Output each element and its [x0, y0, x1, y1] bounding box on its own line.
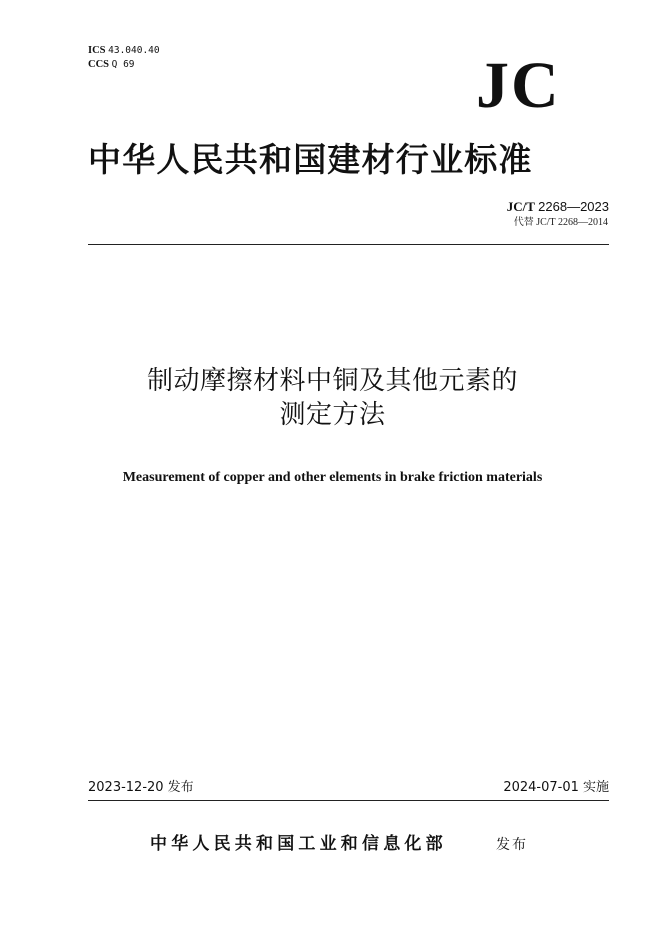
ccs-classification: [88, 58, 135, 71]
standard-organization-title: 中华人民共和国建材行业标准: [88, 140, 533, 179]
bottom-divider: [88, 800, 609, 801]
issuing-authority-suffix: 发布: [496, 837, 528, 853]
standard-number: [507, 199, 609, 215]
chinese-title: [0, 364, 665, 432]
implementation-date: 2024-07-01 实施: [503, 780, 609, 795]
ics-value: 43.040.40: [108, 45, 160, 56]
top-divider: [88, 244, 609, 245]
chinese-title-line-2: 测定方法: [279, 400, 386, 430]
ics-classification: [88, 44, 160, 57]
replaces-standard: 代替 JC/T 2268—2014: [513, 217, 608, 228]
ccs-label: CCS: [88, 59, 110, 70]
issuing-authority: 中华人民共和国工业和信息化部: [150, 834, 447, 854]
jc-logo: JC: [476, 49, 561, 122]
issue-date: 2023-12-20 发布: [88, 780, 194, 795]
english-title: Measurement of copper and other elements in brake friction materials: [122, 470, 543, 485]
standard-code: 2268—2023: [538, 199, 609, 214]
ccs-value: Q 69: [111, 59, 135, 70]
ics-label: ICS: [88, 45, 106, 56]
chinese-title-line-1: 制动摩擦材料中铜及其他元素的: [146, 366, 518, 396]
standard-prefix: JC/T: [506, 199, 535, 214]
